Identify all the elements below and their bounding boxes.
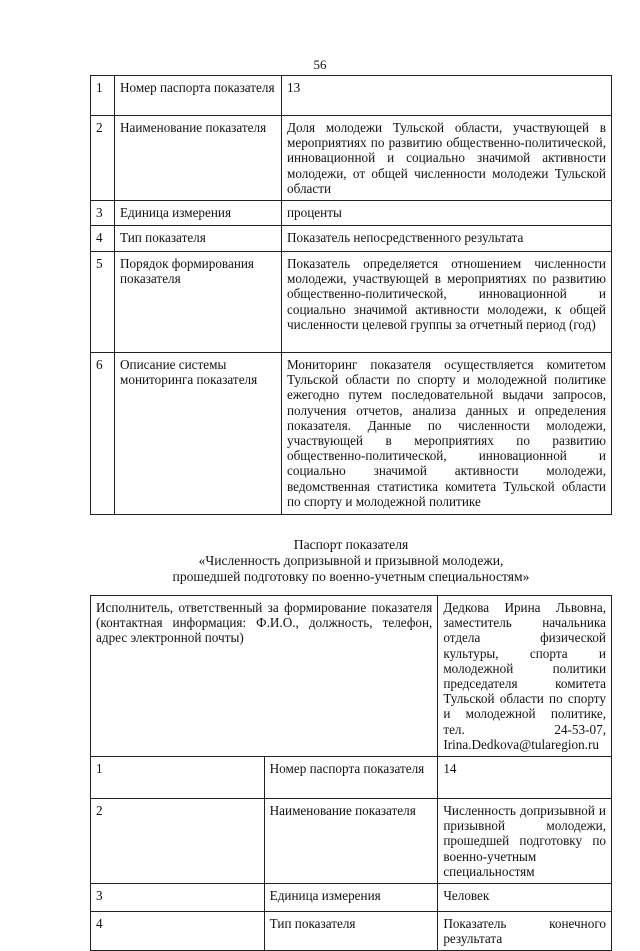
row-label: Порядок формирования показателя <box>115 252 282 353</box>
passport-table-14 <box>90 595 612 951</box>
row-number: 4 <box>91 226 115 252</box>
row-label: Наименование показателя <box>115 116 282 201</box>
row-label: Описание системы мониторинга показателя <box>115 353 282 515</box>
row-value: Показатель определяется отношением численности молодежи, участвующей в мероприятиях по развитию общественно-политической, инновационной и социально значимой активности молодежи, к общей численности целевой группы за отчетный период (год) <box>282 252 612 353</box>
passport-title <box>90 537 612 585</box>
row-value: Показатель непосредственного результата <box>282 226 612 252</box>
row-label: Тип показателя <box>264 912 438 951</box>
row-value: Показатель конечного результата <box>438 912 612 951</box>
table-row <box>91 252 612 353</box>
row-number: 3 <box>91 884 265 912</box>
table-row <box>91 116 612 201</box>
row-label: Единица измерения <box>264 884 438 912</box>
table-row <box>91 226 612 252</box>
table-row <box>91 76 612 116</box>
row-number: 3 <box>91 201 115 226</box>
row-label: Номер паспорта показателя <box>264 757 438 799</box>
row-value: 13 <box>282 76 612 116</box>
passport-title-line: прошедшей подготовку по военно-учетным специальностям» <box>172 569 530 584</box>
row-value: Численность допризывной и призывной молодежи, прошедшей подготовку по военно-учетным специальностям <box>438 799 612 884</box>
executor-row <box>91 596 612 757</box>
row-label: Единица измерения <box>115 201 282 226</box>
row-value: Доля молодежи Тульской области, участвующей в мероприятиях по развитию общественно-политической, инновационной и социально значимой активности молодежи, от общей численности молодежи Тульской области <box>282 116 612 201</box>
executor-label: Исполнитель, ответственный за формирование показателя (контактная информация: Ф.И.О., должность, телефон, адрес электронной почты) <box>91 596 438 757</box>
passport-title-line: Паспорт показателя <box>293 537 409 552</box>
row-number: 6 <box>91 353 115 515</box>
row-value: 14 <box>438 757 612 799</box>
row-number: 1 <box>91 76 115 116</box>
row-label: Наименование показателя <box>264 799 438 884</box>
table-row <box>91 353 612 515</box>
table-row <box>91 884 612 912</box>
row-value: Человек <box>438 884 612 912</box>
passport-title-line: «Численность допризывной и призывной молодежи, <box>198 553 504 568</box>
row-number: 5 <box>91 252 115 353</box>
row-number: 2 <box>91 799 265 884</box>
executor-value: Дедкова Ирина Львовна, заместитель начальника отдела физической культуры, спорта и молодежной политики председателя комитета Тульской области по спорту и молодежной политике, тел. 24-53-07, Irina.Dedkova@tularegion.ru <box>438 596 612 757</box>
row-number: 1 <box>91 757 265 799</box>
row-label: Тип показателя <box>115 226 282 252</box>
passport-table-13 <box>90 75 612 515</box>
table-row <box>91 799 612 884</box>
row-number: 4 <box>91 912 265 951</box>
row-label: Номер паспорта показателя <box>115 76 282 116</box>
row-value: Мониторинг показателя осуществляется комитетом Тульской области по спорту и молодежной политике ежегодно путем последовательной выдачи запросов, получения отчетов, анализа данных и определения показателя. Данные по численности молодежи, участвующей в мероприятиях по развитию общественно-политической, инновационной и социально значимой активности молодежи, ведомственная статистика комитета Тульской области по спорту и молодежной политике <box>282 353 612 515</box>
table-row <box>91 912 612 951</box>
page-number: 56 <box>313 57 327 72</box>
row-value: проценты <box>282 201 612 226</box>
table-row <box>91 757 612 799</box>
table-row <box>91 201 612 226</box>
row-number: 2 <box>91 116 115 201</box>
